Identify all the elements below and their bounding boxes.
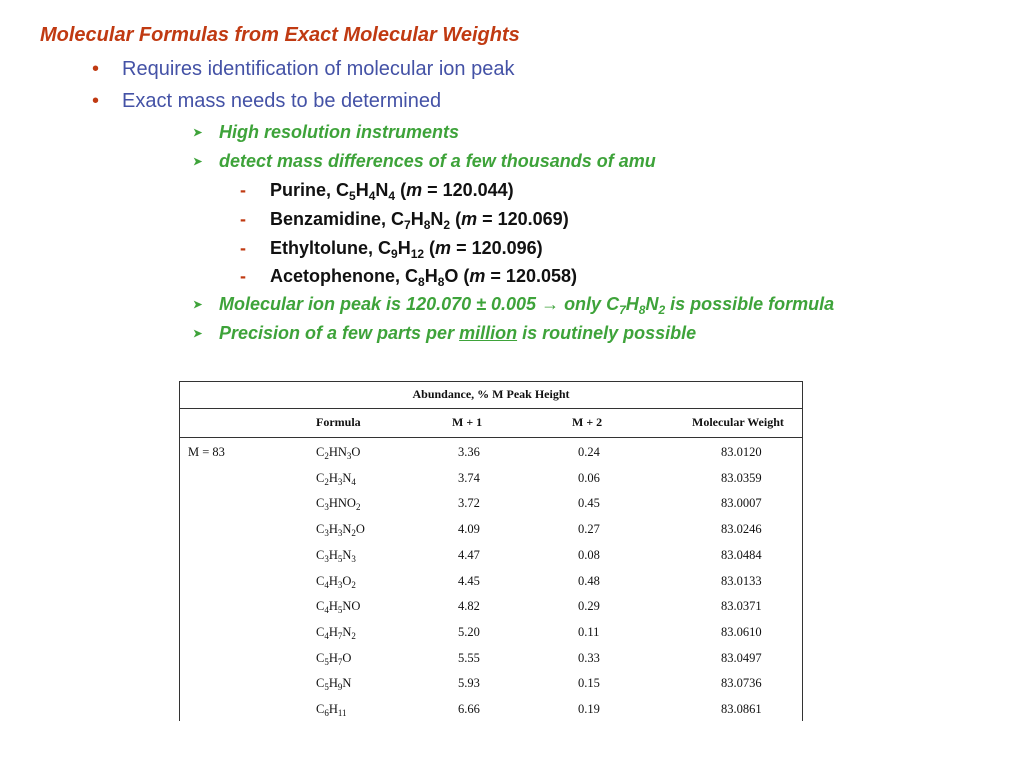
mass-symbol: m [461, 209, 478, 229]
table-cell-m2: 0.11 [578, 624, 600, 639]
table-cell-molecular-weight: 83.0497 [721, 650, 762, 665]
formula-element: H [328, 470, 338, 485]
formula-element: C [316, 573, 325, 588]
table-cell-formula [316, 522, 365, 537]
table-cell-molecular-weight: 83.0007 [721, 496, 762, 511]
formula-element: H [625, 294, 639, 314]
table-cell-m2: 0.27 [578, 522, 600, 537]
conclusion-line [193, 294, 834, 315]
precision-line [193, 323, 696, 344]
abundance-table [179, 381, 803, 721]
table-cell-formula [316, 471, 356, 486]
formula-subscript: 2 [324, 451, 329, 461]
table-cell-molecular-weight: 83.0133 [721, 573, 762, 588]
table-cell-m2: 0.08 [578, 547, 600, 562]
table-cell-m2: 0.24 [578, 445, 600, 459]
conclusion-formula [619, 294, 666, 317]
table-cell-m2: 0.33 [578, 650, 600, 665]
formula-subscript: 4 [368, 189, 376, 203]
table-caption: Abundance, % M Peak Height [412, 387, 570, 401]
formula-element: N [342, 470, 352, 485]
dash-bullet-icon: - [240, 180, 246, 200]
formula-subscript: 12 [410, 247, 425, 261]
precision-post: is routinely possible [517, 323, 697, 343]
formula-subscript: 9 [337, 682, 343, 693]
table-cell-m1: 5.20 [458, 624, 480, 639]
table-cell-m1: 5.55 [458, 650, 480, 665]
mass-symbol: m [435, 238, 452, 258]
formula-element: H [355, 180, 369, 200]
formula-element: C [316, 522, 325, 537]
formula-subscript: 3 [324, 502, 329, 513]
formula-element: H [328, 522, 338, 537]
formula-subscript: 3 [337, 476, 343, 487]
header-formula: Formula [316, 415, 361, 429]
formula-subscript: 4 [388, 189, 396, 203]
sub-point-text: detect mass differences of a few thousands of amu [219, 151, 656, 171]
table-cell-m1: 4.82 [458, 599, 480, 614]
formula-subscript: 4 [324, 630, 329, 641]
table-cell-molecular-weight: 83.0246 [721, 522, 762, 537]
formula-subscript: 8 [638, 303, 646, 317]
formula-element: NO [342, 599, 361, 614]
formula-subscript: 8 [423, 218, 431, 232]
formula-element: C [316, 702, 325, 716]
table-cell-m2: 0.15 [578, 676, 600, 691]
precision-underlined: million [459, 323, 518, 343]
formula-element: H [328, 547, 338, 562]
paren-open: ( [395, 180, 407, 200]
table-cell-formula [316, 445, 360, 460]
table-cell-formula [316, 676, 351, 691]
table-cell-m1: 4.45 [458, 573, 480, 588]
group-label: M = 83 [188, 445, 225, 459]
arrow-bullet-icon: ➤ [193, 127, 203, 139]
formula-element: N [342, 624, 352, 639]
dash-bullet-icon: - [240, 266, 246, 286]
formula-element: HNO [328, 496, 356, 511]
table-cell-formula [316, 574, 356, 589]
conclusion-suffix: is possible formula [665, 294, 835, 314]
formula-subscript: 9 [391, 247, 398, 261]
example-item [240, 266, 577, 287]
arrow-bullet-icon: ➤ [193, 156, 203, 168]
formula-element: C [316, 676, 325, 691]
table-cell-formula [316, 599, 360, 614]
formula-subscript: 3 [346, 451, 352, 461]
header-m2: M + 2 [572, 415, 603, 429]
table-cell-formula [316, 625, 356, 640]
table-cell-m2: 0.19 [578, 702, 600, 716]
example-mass: = 120.044) [422, 180, 514, 200]
precision-pre: Precision of a few parts per [219, 323, 460, 343]
table-cell-formula [316, 548, 356, 563]
formula-subscript: 2 [351, 630, 356, 641]
example-item [240, 238, 543, 259]
bullet-icon: • [92, 90, 100, 112]
table-cell-m1: 6.66 [458, 702, 480, 716]
formula-subscript: 2 [658, 303, 666, 317]
table-cell-m1: 5.93 [458, 676, 480, 691]
formula-subscript: 7 [337, 656, 343, 667]
table-cell-m1: 4.47 [458, 547, 480, 562]
formula-element: N [375, 180, 389, 200]
table-cell-m2: 0.06 [578, 470, 600, 485]
example-mass: = 120.096) [451, 238, 543, 258]
bullet-text: Exact mass needs to be determined [122, 90, 442, 112]
example-mass: = 120.058) [485, 266, 577, 286]
formula-element: O [342, 650, 352, 665]
formula-element: C [316, 445, 325, 459]
formula-subscript: 2 [351, 528, 356, 539]
formula-subscript: 2 [355, 502, 361, 513]
sub-point-text: High resolution instruments [219, 122, 460, 142]
dash-bullet-icon: - [240, 209, 246, 229]
formula-subscript: 11 [337, 708, 347, 718]
example-item [240, 180, 514, 201]
formula-subscript: 4 [324, 579, 329, 590]
formula-subscript: 4 [324, 605, 329, 616]
paren-open: ( [450, 209, 462, 229]
sub-point-high-res [193, 122, 459, 143]
formula-element: N [342, 547, 352, 562]
bullet-icon: • [92, 58, 100, 80]
example-name: Benzamidine, C [270, 209, 405, 229]
formula-subscript: 2 [443, 218, 451, 232]
formula-element: H [328, 624, 338, 639]
formula-element: N [430, 209, 444, 229]
formula-subscript: 7 [404, 218, 411, 232]
formula-element: O [355, 522, 365, 537]
example-item [240, 209, 569, 230]
formula-subscript: 8 [437, 275, 445, 289]
formula-element: C [316, 496, 325, 511]
table-cell-m1: 3.72 [458, 496, 480, 511]
table-cell-molecular-weight: 83.0359 [721, 470, 762, 485]
formula-subscript: 4 [351, 476, 356, 487]
bullet-molecular-ion [92, 58, 514, 81]
paren-open: ( [458, 266, 470, 286]
formula-subscript: 5 [324, 656, 329, 667]
table-cell-m2: 0.48 [578, 573, 600, 588]
formula-element: HN [328, 445, 347, 459]
formula-element: C [316, 650, 325, 665]
bullet-text: Requires identification of molecular ion peak [122, 58, 515, 80]
formula-subscript: 3 [324, 528, 329, 539]
table-cell-formula [316, 702, 347, 717]
paren-open: ( [424, 238, 436, 258]
formula-subscript: 3 [324, 553, 329, 564]
formula-element: H [424, 266, 438, 286]
formula-element: O [342, 573, 352, 588]
formula-element: H [397, 238, 411, 258]
arrow-bullet-icon: ➤ [193, 299, 203, 311]
formula-subscript: 5 [337, 553, 343, 564]
conclusion-mid: only C [559, 294, 620, 314]
table-cell-formula [316, 496, 360, 511]
right-arrow-icon: → [541, 294, 560, 314]
formula-element: C [316, 547, 325, 562]
example-name: Acetophenone, C [270, 266, 419, 286]
mass-symbol: m [469, 266, 486, 286]
mass-symbol: m [406, 180, 423, 200]
formula-subscript: 3 [351, 553, 356, 564]
formula-element: H [328, 650, 338, 665]
formula-subscript: 7 [619, 303, 626, 317]
formula-subscript: 5 [324, 682, 329, 693]
bullet-exact-mass [92, 90, 441, 113]
dash-bullet-icon: - [240, 238, 246, 258]
formula-element: C [316, 624, 325, 639]
formula-subscript: 2 [351, 579, 356, 590]
formula-element: C [316, 599, 325, 614]
formula-subscript: 3 [337, 579, 343, 590]
formula-element: H [328, 599, 338, 614]
conclusion-prefix: Molecular ion peak is 120.070 ± 0.005 [219, 294, 542, 314]
arrow-bullet-icon: ➤ [193, 328, 203, 340]
formula-element: H [328, 702, 338, 716]
formula-subscript: 7 [337, 630, 343, 641]
formula-element: N [645, 294, 659, 314]
example-name: Ethyltolune, C [270, 238, 391, 258]
table-cell-molecular-weight: 83.0484 [721, 547, 762, 562]
table-cell-m2: 0.45 [578, 496, 600, 511]
table-cell-molecular-weight: 83.0610 [721, 624, 762, 639]
formula-subscript: 6 [324, 708, 329, 718]
formula-element: N [342, 522, 352, 537]
formula-subscript: 2 [324, 476, 329, 487]
table-cell-molecular-weight: 83.0861 [721, 702, 762, 716]
formula-element: H [410, 209, 424, 229]
formula-element: H [328, 573, 338, 588]
table-cell-m1: 3.36 [458, 445, 480, 459]
formula-element: N [342, 676, 352, 691]
formula-subscript: 5 [337, 605, 343, 616]
table-cell-molecular-weight: 83.0371 [721, 599, 762, 614]
table-cell-m1: 3.74 [458, 470, 480, 485]
formula-element: O [351, 445, 361, 459]
formula-subscript: 5 [349, 189, 356, 203]
formula-element: O [444, 266, 459, 286]
formula-subscript: 8 [418, 275, 425, 289]
slide-title: Molecular Formulas from Exact Molecular Weights [40, 24, 520, 46]
table-cell-m1: 4.09 [458, 522, 480, 537]
table-cell-molecular-weight: 83.0120 [721, 445, 762, 459]
header-m1: M + 1 [452, 415, 483, 429]
example-name: Purine, C [270, 180, 350, 200]
formula-element: C [316, 470, 325, 485]
table-cell-formula [316, 651, 351, 666]
sub-point-detect [193, 151, 656, 172]
example-mass: = 120.069) [477, 209, 569, 229]
table-cell-molecular-weight: 83.0736 [721, 676, 762, 691]
header-molecular-weight: Molecular Weight [692, 415, 784, 429]
formula-element: H [328, 676, 338, 691]
table-cell-m2: 0.29 [578, 599, 600, 614]
formula-subscript: 3 [337, 528, 343, 539]
